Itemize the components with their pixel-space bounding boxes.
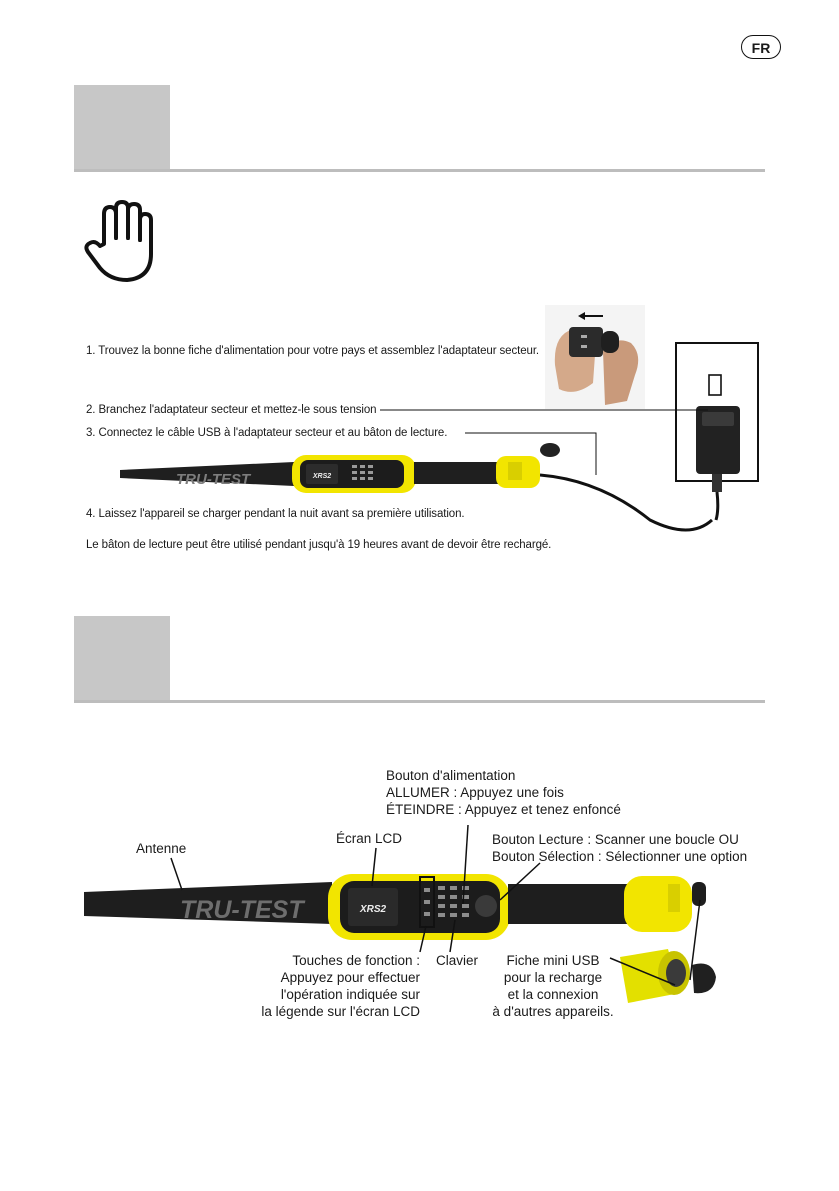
large-brand-text: TRU-TEST <box>180 896 304 924</box>
power-button-title: Bouton d'alimentation <box>386 768 516 783</box>
usb-callout <box>478 952 628 1020</box>
function-keys-line-4: la légende sur l'écran LCD <box>261 1004 420 1019</box>
function-keys-line-3: l'opération indiquée sur <box>280 987 420 1002</box>
large-model-text: XRS2 <box>359 904 387 915</box>
power-button-callout <box>386 767 621 818</box>
battery-note: Le bâton de lecture peut être utilisé pendant jusqu'à 19 heures avant de devoir être rechargé. <box>86 539 552 551</box>
function-keys-callout <box>244 952 420 1020</box>
step-1-text: 1. Trouvez la bonne fiche d'alimentation pour votre pays et assemblez l'adaptateur secteur. <box>86 345 540 357</box>
function-keys-title: Touches de fonction : <box>292 953 420 968</box>
step-4-text: 4. Laissez l'appareil se charger pendant la nuit avant sa première utilisation. <box>86 508 465 520</box>
usb-line-2: pour la recharge <box>503 970 603 985</box>
language-badge: FR <box>741 35 781 59</box>
read-button-line: Bouton Lecture : Scanner une boucle OU <box>492 832 739 847</box>
small-brand-text: TRU-TEST <box>176 471 251 488</box>
keypad-label: Clavier <box>436 953 479 968</box>
step-2-text: 2. Branchez l'adaptateur secteur et mettez-le sous tension <box>86 404 377 416</box>
power-on-instruction: ALLUMER : Appuyez une fois <box>386 785 564 800</box>
read-button-callout <box>492 831 747 865</box>
small-model-text: XRS2 <box>312 473 332 480</box>
lcd-label: Écran LCD <box>336 831 403 846</box>
antenna-label: Antenne <box>136 841 187 856</box>
function-keys-line-2: Appuyez pour effectuer <box>280 970 420 985</box>
usb-title: Fiche mini USB <box>506 953 600 968</box>
usb-line-3: et la connexion <box>507 987 599 1002</box>
step-3-text: 3. Connectez le câble USB à l'adaptateur secteur et au bâton de lecture. <box>86 427 448 439</box>
usb-line-4: à d'autres appareils. <box>492 1004 614 1019</box>
power-off-instruction: ÉTEINDRE : Appuyez et tenez enfoncé <box>386 802 621 817</box>
select-button-line: Bouton Sélection : Sélectionner une option <box>492 849 748 864</box>
